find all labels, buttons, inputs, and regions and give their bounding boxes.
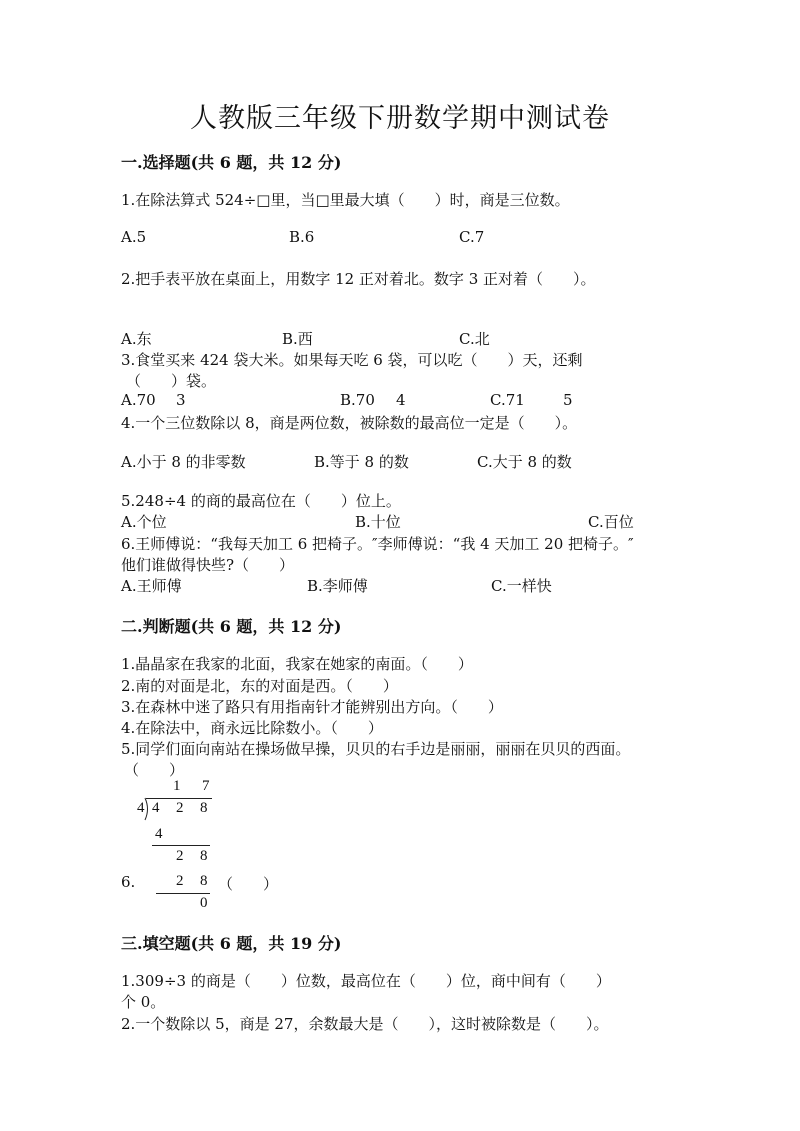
s1-q6-option-a: A.王师傅 [121, 577, 182, 595]
s1-q1-text: 1.在除法算式 524÷□里，当□里最大填（ ）时，商是三位数。 [121, 191, 570, 209]
s1-q1-option-b: B.6 [289, 228, 315, 246]
step3-digit-ones: 8 [200, 873, 208, 889]
s1-q3-option-a-remainder: 3 [176, 391, 186, 409]
s2-item-3: 3.在森林中迷了路只有用指南针才能辨别出方向。（ ） [121, 698, 503, 716]
s3-q1-text-line2: 个 0。 [121, 993, 166, 1011]
s1-q1-option-c: C.7 [459, 228, 485, 246]
s1-q4-option-b: B.等于 8 的数 [314, 453, 409, 471]
s2-item-2: 2.南的对面是北，东的对面是西。（ ） [121, 677, 398, 695]
s2-item-6-number: 6. [121, 873, 136, 891]
s3-q2-text: 2.一个数除以 5，商是 27，余数最大是（ ），这时被除数是（ ）。 [121, 1015, 609, 1033]
s1-q3-option-b-label: B.70 [340, 391, 375, 409]
step3-underline [156, 893, 210, 894]
s2-item-1: 1.晶晶家在我家的北面，我家在她家的南面。（ ） [121, 655, 473, 673]
s1-q2-text: 2.把手表平放在桌面上，用数字 12 正对着北。数字 3 正对着（ ）。 [121, 270, 596, 288]
s1-q5-option-a: A.个位 [121, 513, 167, 531]
step1-underline [152, 845, 210, 846]
divisor: 4 [137, 800, 145, 816]
quotient-digit-tens: 1 [173, 778, 181, 794]
s1-q2-option-b: B.西 [282, 330, 313, 348]
section-3-heading: 三.填空题(共 6 题，共 19 分) [121, 934, 342, 953]
remainder: 0 [200, 895, 208, 911]
s1-q6-text-line1: 6.王师傅说：“我每天加工 6 把椅子。″李师傅说：“我 4 天加工 20 把椅子。″ [121, 535, 634, 553]
s1-q3-option-b-remainder: 4 [396, 391, 406, 409]
s1-q2-option-c: C.北 [459, 330, 490, 348]
s3-q1-text-line1: 1.309÷3 的商是（ ）位数，最高位在（ ）位，商中间有（ ） [121, 972, 611, 990]
s1-q6-text-line2: 他们谁做得快些?（ ） [121, 556, 295, 574]
dividend-digit-ones: 8 [200, 800, 208, 816]
division-bar [146, 798, 212, 799]
s1-q5-option-c: C.百位 [588, 513, 634, 531]
s2-item-5: 5.同学们面向南站在操场做早操，贝贝的右手边是丽丽，丽丽在贝贝的西面。 [121, 740, 631, 758]
s1-q4-text: 4.一个三位数除以 8，商是两位数，被除数的最高位一定是（ ）。 [121, 414, 578, 432]
s2-item-5-paren: （ ） [124, 761, 185, 779]
s1-q5-text: 5.248÷4 的商的最高位在（ ）位上。 [121, 492, 401, 510]
dividend-digit-hundreds: 4 [152, 800, 160, 816]
s1-q6-option-b: B.李师傅 [307, 577, 368, 595]
s1-q6-option-c: C.一样快 [491, 577, 552, 595]
s1-q3-option-c-label: C.71 [490, 391, 525, 409]
s1-q5-option-b: B.十位 [355, 513, 401, 531]
s1-q2-option-a: A.东 [121, 330, 152, 348]
section-2-heading: 二.判断题(共 6 题，共 12 分) [121, 617, 342, 636]
step3-digit-tens: 2 [176, 873, 184, 889]
step2-digit-tens: 2 [176, 848, 184, 864]
s2-item-4: 4.在除法中，商永远比除数小。（ ） [121, 719, 383, 737]
s1-q3-text-line2: （ ）袋。 [126, 372, 217, 390]
s1-q4-option-a: A.小于 8 的非零数 [121, 453, 246, 471]
s1-q3-option-c-remainder: 5 [563, 391, 573, 409]
step2-digit-ones: 8 [200, 848, 208, 864]
quotient-digit-ones: 7 [202, 778, 210, 794]
s1-q3-option-a-label: A.70 [121, 391, 156, 409]
s1-q3-text-line1: 3.食堂买来 424 袋大米。如果每天吃 6 袋，可以吃（ ）天，还剩 [121, 351, 583, 369]
s1-q1-option-a: A.5 [121, 228, 147, 246]
s1-q4-option-c: C.大于 8 的数 [477, 453, 572, 471]
section-1-heading: 一.选择题(共 6 题，共 12 分) [121, 153, 342, 172]
dividend-digit-tens: 2 [176, 800, 184, 816]
step1-product: 4 [155, 826, 163, 842]
page-title: 人教版三年级下册数学期中测试卷 [190, 103, 610, 134]
s2-item-6-paren: （ ） [218, 875, 279, 893]
